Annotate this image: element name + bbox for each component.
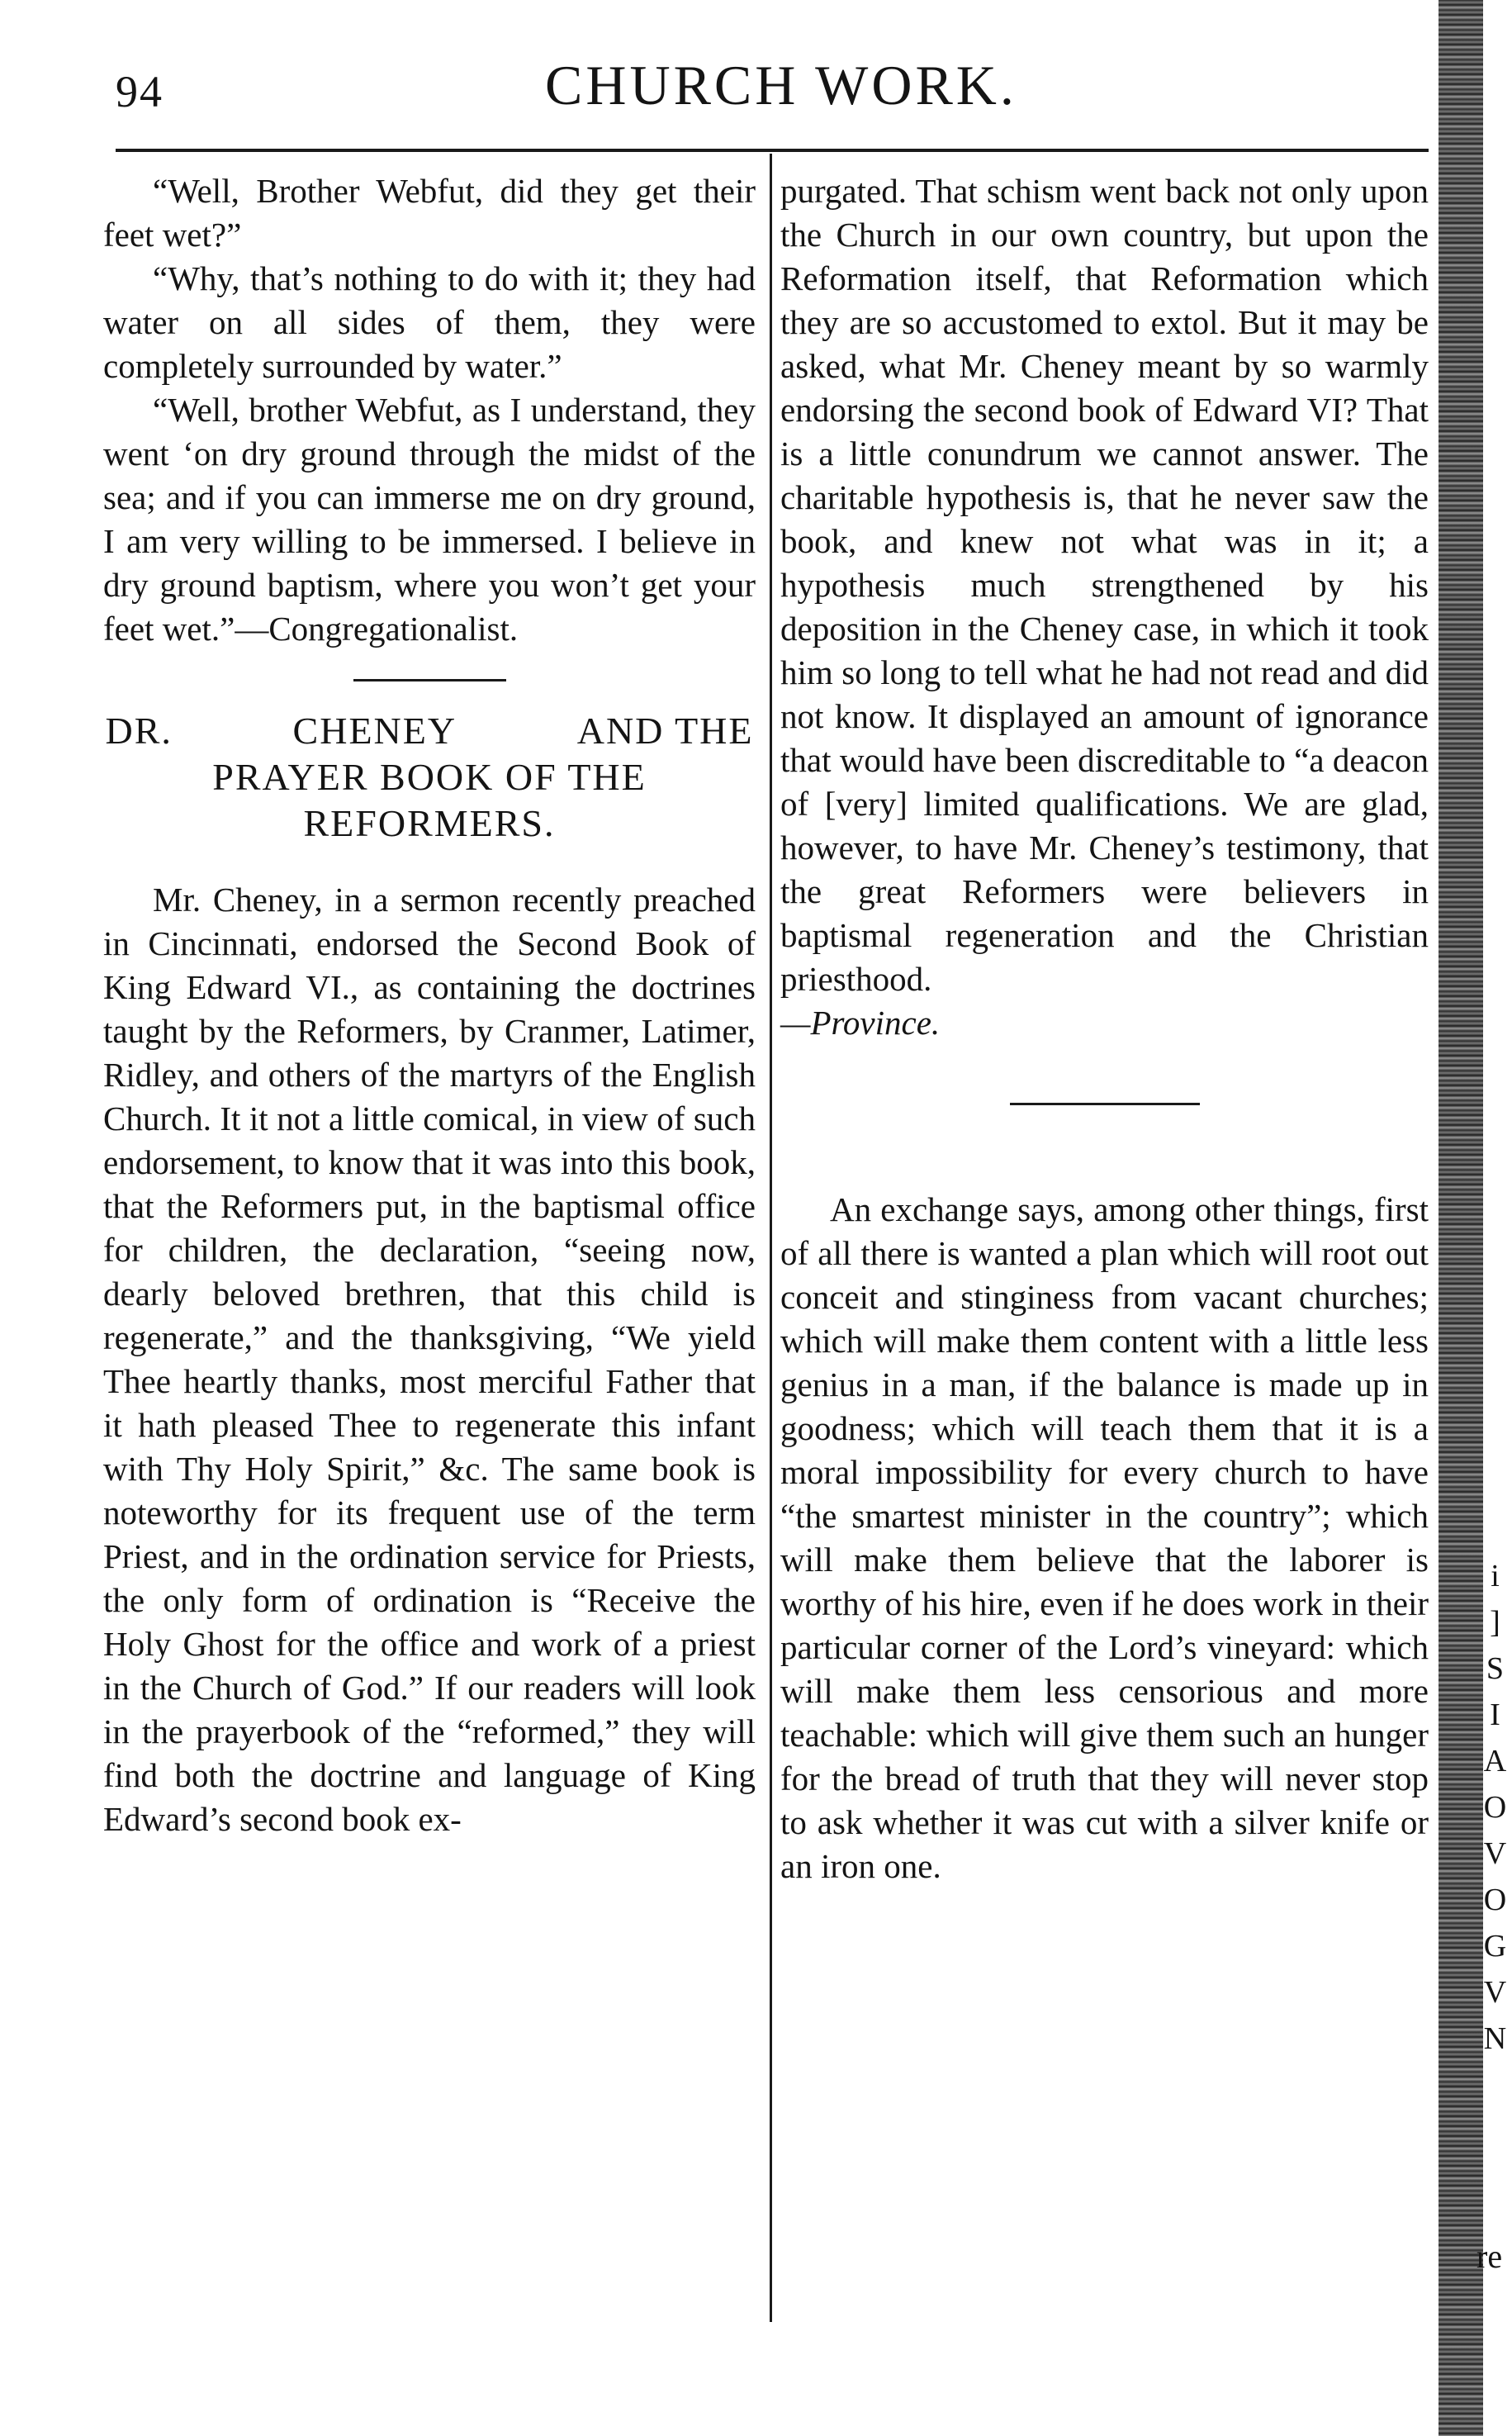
heading-word: AND THE [576,710,754,752]
heading-line: REFORMERS. [303,802,556,844]
article-paragraph: Mr. Cheney, in a sermon recently preached in Cincinnati, endorsed the Second Book of King Edward VI., as containing the doctrines taught by the Reformers, by Cranmer, Latimer, Ridley, and others of the martyrs of the English Church. It it not a little comical, in view of such endorsement, to know that it was into this book, that the Reformers put, in the baptismal office for children, the declaration, “seeing now, dearly beloved brethren, that this child is regenerate,” and the thanksgiving, “We yield Thee heartly thanks, most merciful Father that it hath pleased Thee to regenerate this infant with Thy Holy Spirit,” &c. The same book is noteworthy for its frequent use of the term Priest, and in the ordination service for Priests, the only form of ordination is “Receive the Holy Ghost for the office and work of a priest in the Church of God.” If our readers will look in the prayerbook of the “reformed,” they will find both the doctrine and language of King Edward’s second book ex- [103,881,756,1838]
running-title: CHURCH WORK. [545,54,1017,116]
quote-paragraph: “Well, brother Webfut, as I understand, they went ‘on dry ground through the midst of the sea; and if you can immerse me on dry ground, I am very willing to be immersed. I believe in dry ground baptism, where you won’t get your feet wet.”—Congregationalist. [103,391,756,648]
section-divider [353,679,506,681]
heading-word: CHENEY [292,710,457,752]
header-rule [116,149,1429,152]
fragment-letter: O [1483,1790,1507,1825]
fragment-text: re [1476,2238,1503,2275]
fragment-letter: V [1483,1836,1507,1871]
exchange-paragraph: An exchange says, among other things, first of all there is wanted a plan which will root out conceit and stinginess from vacant churches; which will make them content with a little less genius in a man, if the balance is made up in goodness; which will teach them that it is a moral impossibility for every church to have “the smartest minister in the country”; which will make them believe that the laborer is worthy of his hire, even if he does work in their particular corner of the Lord’s vineyard: which will make them less censorious and more teachable: which will give them such an hunger for the bread of truth that they will never stop to ask whether it was cut with a silver knife or an iron one. [780,1190,1429,1885]
left-column [103,169,756,1841]
heading-line [106,708,754,754]
fragment-letter: S [1486,1651,1505,1686]
heading-line: PRAYER BOOK OF THE [212,756,647,798]
fragment-letter: N [1483,2021,1507,2056]
heading-word: DR. [105,710,173,752]
article-heading [103,708,756,847]
fragment-letter: ] [1490,1605,1500,1640]
fragment-letter: i [1491,1559,1500,1593]
page-header [99,41,1429,132]
page-number: 94 [116,67,164,116]
source-attribution: —Province. [780,1004,941,1042]
article-continuation: purgated. That schism went back not only upon the Church in our own country, but upon the Reformation itself, that Reformation which they are so accustomed to extol. But it may be asked, what Mr. Cheney meant by so warmly endorsing the second book of Edward VI? That is a little conundrum we cannot answer. The charitable hypothesis is, that he never saw the book, and knew not what was in it; a hypothesis much strengthened by his deposition in the Cheney case, in which it took him so long to tell what he had not read and did not know. It displayed an amount of ignorance that would have been discreditable to “a deacon of [very] limited qualifications. We are glad, however, to have Mr. Cheney’s testimony, that the great Reformers were believers in baptismal regeneration and the Christian priesthood. [780,172,1429,998]
binding-edge [1439,0,1483,2436]
column-divider [770,154,772,2322]
section-divider [1010,1103,1200,1105]
fragment-letter: I [1490,1698,1500,1732]
quote-paragraph: “Why, that’s nothing to do with it; they had water on all sides of them, they were completely surrounded by water.” [103,259,756,385]
fragment-letter: O [1483,1883,1507,1917]
right-column [780,169,1429,1888]
quote-paragraph: “Well, Brother Webfut, did they get their feet wet?” [103,172,756,254]
fragment-letter: V [1483,1975,1507,2010]
fragment-letter: G [1483,1929,1507,1964]
adjacent-page-fragments [1478,1553,1512,2062]
fragment-letter: A [1483,1744,1507,1778]
